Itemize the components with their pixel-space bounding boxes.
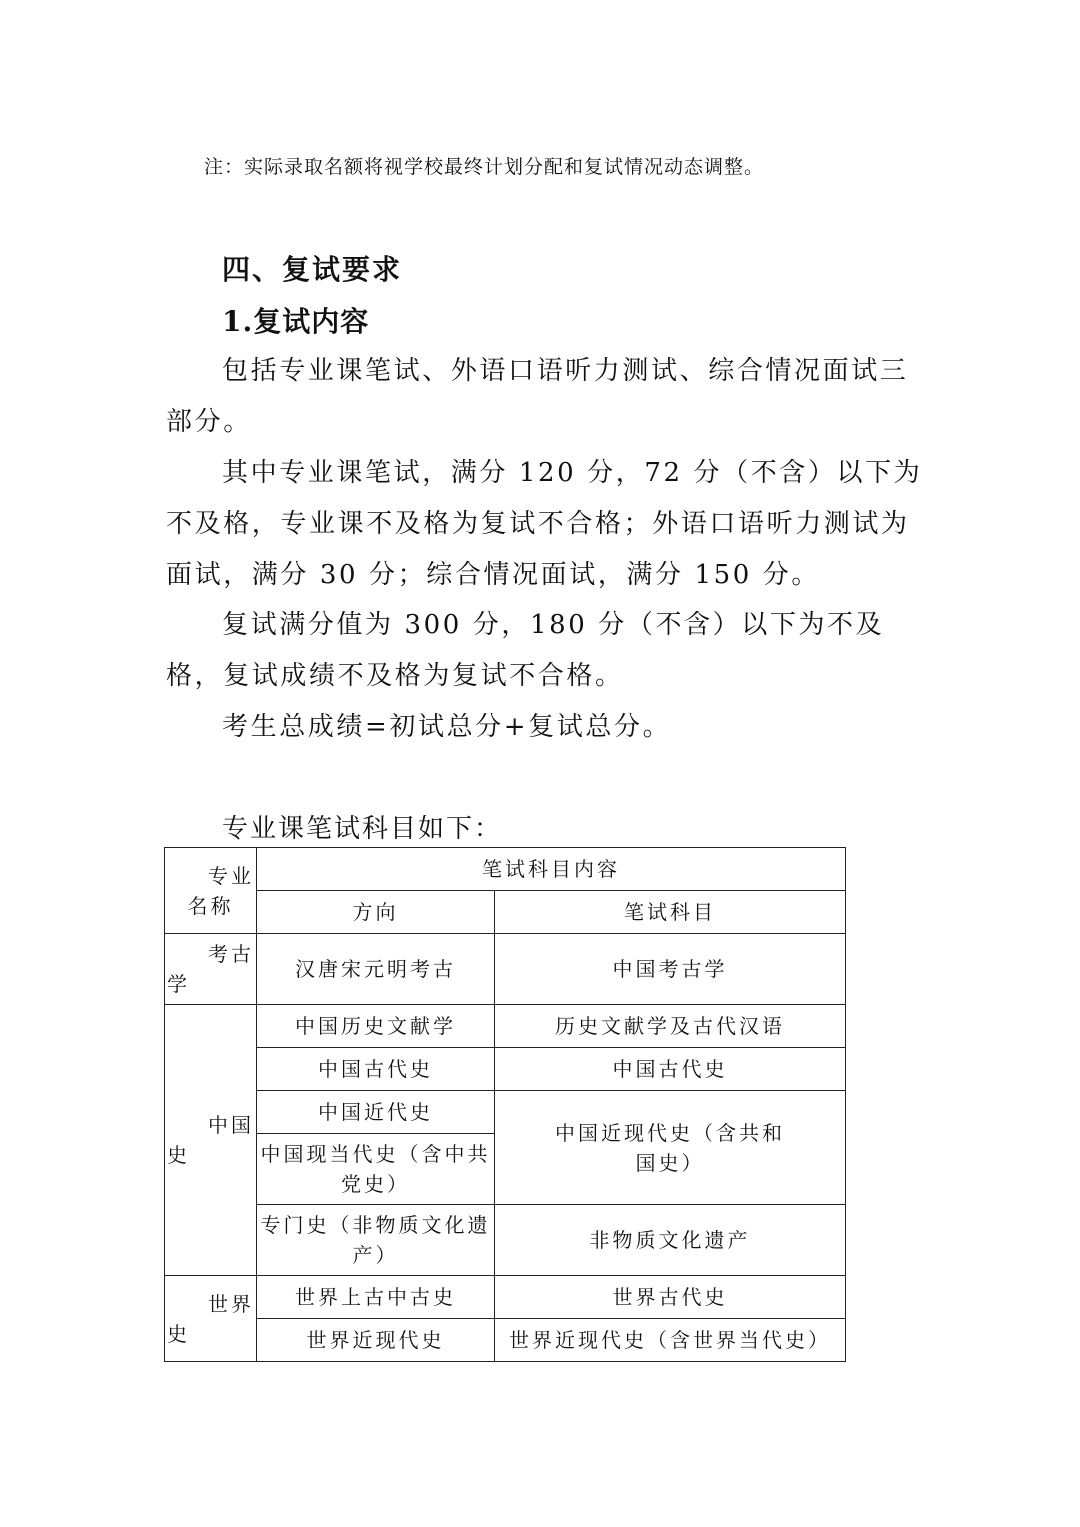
- direction-cell: 中国现当代史（含中共党史）: [257, 1134, 495, 1205]
- subject-cell: 中国古代史: [495, 1048, 846, 1091]
- header-direction: 方向: [257, 891, 495, 934]
- paragraph-total-score: 考生总成绩=初试总分+复试总分。: [222, 712, 672, 742]
- major-world-history: [165, 1276, 257, 1362]
- direction-cell: 汉唐宋元明考古: [257, 934, 495, 1005]
- subsection-title: 1.复试内容: [222, 305, 370, 338]
- subject-cell: 非物质文化遗产: [495, 1205, 846, 1276]
- paragraph-exam-parts: 包括专业课笔试、外语口语听力测试、综合情况面试三部分。: [166, 356, 909, 437]
- table-caption: 专业课笔试科目如下：: [222, 814, 503, 844]
- major-chinese-history-line1: 中国: [208, 1113, 254, 1137]
- section-title: 四、复试要求: [222, 253, 403, 286]
- major-world-history-line2: 史: [167, 1321, 190, 1346]
- direction-cell: 专门史（非物质文化遗产）: [257, 1205, 495, 1276]
- direction-cell: 世界上古中古史: [257, 1276, 495, 1319]
- major-chinese-history-line2: 史: [167, 1143, 190, 1167]
- subject-cell: 世界古代史: [495, 1276, 846, 1319]
- written-exam-table: [164, 847, 846, 1362]
- direction-cell: 世界近现代史: [257, 1319, 495, 1362]
- header-group: 笔试科目内容: [257, 848, 846, 891]
- major-world-history-line1: 世界: [208, 1291, 254, 1316]
- header-major-line2: 名称: [187, 893, 234, 918]
- major-chinese-history: [165, 1005, 257, 1276]
- subject-cell-merged: 中国近现代史（含共和国史）: [495, 1091, 846, 1205]
- subject-cell: 中国考古学: [495, 934, 846, 1005]
- direction-cell: 中国古代史: [257, 1048, 495, 1091]
- header-major-line1: 专业: [208, 863, 254, 888]
- major-archaeology-line1: 考古: [208, 942, 254, 966]
- major-archaeology: [165, 934, 257, 1005]
- header-subject: 笔试科目: [495, 891, 846, 934]
- paragraph-pass-line: 复试满分值为 300 分，180 分（不含）以下为不及格，复试成绩不及格为复试不合格。: [166, 610, 885, 691]
- footnote: 注：实际录取名额将视学校最终计划分配和复试情况动态调整。: [204, 156, 765, 178]
- subject-cell: 世界近现代史（含世界当代史）: [495, 1319, 846, 1362]
- paragraph-scoring: 其中专业课笔试，满分 120 分，72 分（不含）以下为不及格，专业课不及格为复试不合格；外语口语听力测试为面试，满分 30 分；综合情况面试，满分 150 分。: [166, 458, 923, 590]
- direction-cell: 中国历史文献学: [257, 1005, 495, 1048]
- header-major-cell: [165, 848, 257, 934]
- direction-cell: 中国近代史: [257, 1091, 495, 1134]
- subject-cell: 历史文献学及古代汉语: [495, 1005, 846, 1048]
- major-archaeology-line2: 学: [167, 972, 190, 996]
